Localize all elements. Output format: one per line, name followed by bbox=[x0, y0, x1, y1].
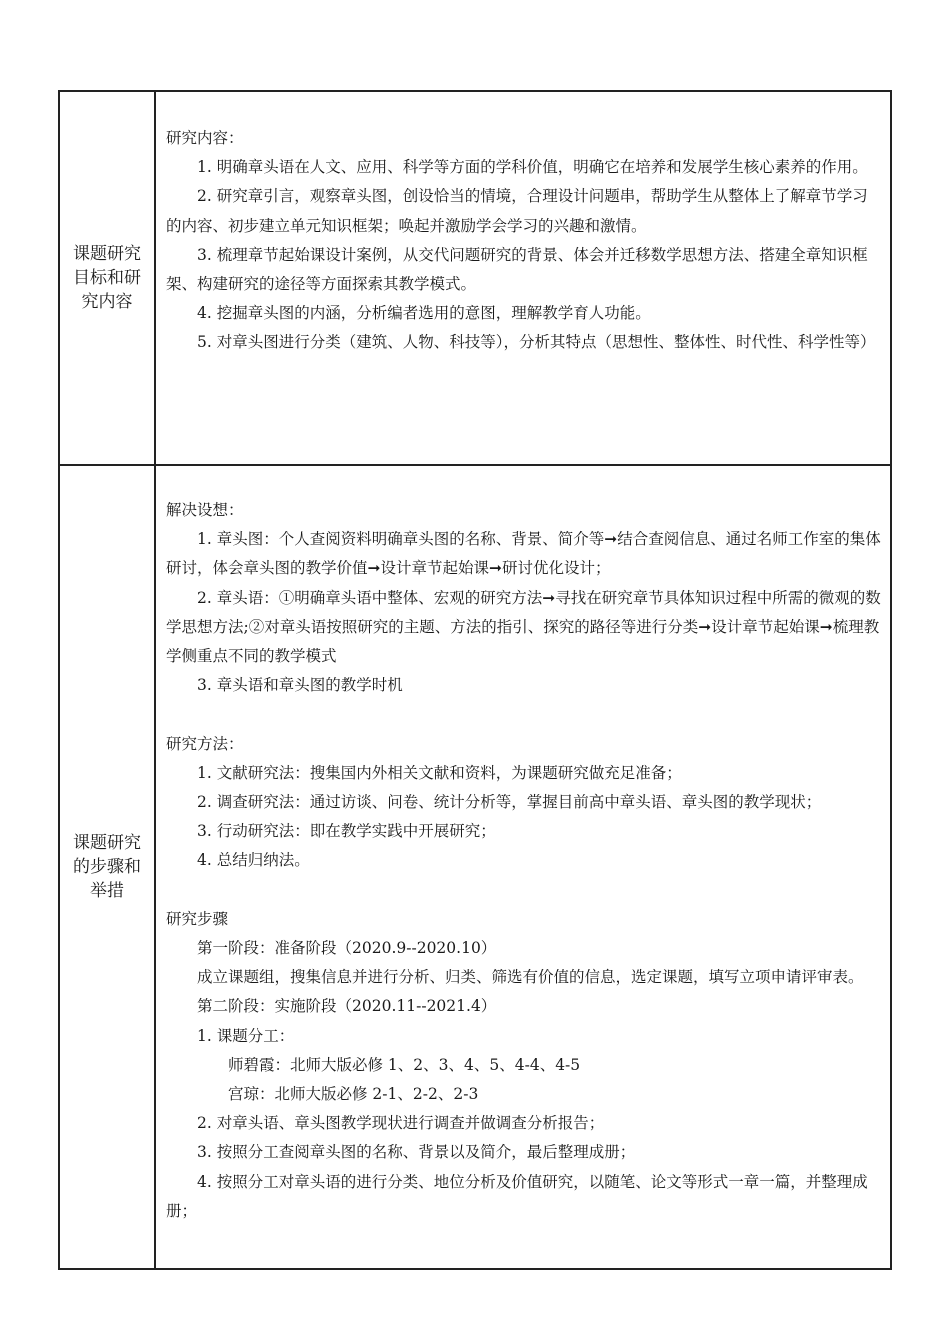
content-item: 2. 研究章引言，观察章头图，创设恰当的情境，合理设计问题串，帮助学生从整体上了解章节学习的内容、初步建立单元知识框架；唤起并激励学会学习的兴趣和激情。 bbox=[166, 187, 868, 235]
idea-item: 2. 章头语：①明确章头语中整体、宏观的研究方法➞寻找在研究章节具体知识过程中所需的微观的数学思想方法;②对章头语按照研究的主题、方法的指引、探究的路径等进行分类➞设计章节起始课➞梳理教学侧重点不同的教学模式 bbox=[166, 588, 881, 666]
table-row-steps bbox=[59, 465, 891, 1269]
row-label-objectives: 课题研究 目标和研 究内容 bbox=[59, 91, 155, 465]
task-item: 2. 对章头语、章头图教学现状进行调查并做调查分析报告； bbox=[197, 1114, 605, 1133]
division-item: 师碧霞：北师大版必修 1、2、3、4、5、4-4、4-5 bbox=[228, 1055, 581, 1074]
phase-two-title: 第二阶段：实施阶段（2020.11--2021.4） bbox=[197, 997, 497, 1016]
division-title: 1. 课题分工： bbox=[197, 1026, 295, 1045]
spacer bbox=[166, 876, 882, 905]
row-label-steps: 课题研究 的步骤和 举措 bbox=[59, 465, 155, 1269]
research-steps-cell bbox=[155, 465, 891, 1269]
method-item: 1. 文献研究法：搜集国内外相关文献和资料，为课题研究做充足准备； bbox=[197, 763, 682, 782]
research-form-table bbox=[58, 90, 892, 1270]
division-item: 宫琼：北师大版必修 2-1、2-2、2-3 bbox=[228, 1085, 479, 1104]
content-item: 5. 对章头图进行分类（建筑、人物、科技等），分析其特点（思想性、整体性、时代性、科学性等） bbox=[197, 333, 876, 352]
methods-heading: 研究方法： bbox=[166, 734, 244, 753]
idea-item: 3. 章头语和章头图的教学时机 bbox=[197, 676, 403, 695]
spacer bbox=[166, 700, 882, 729]
research-content-heading: 研究内容： bbox=[166, 129, 244, 147]
task-item: 3. 按照分工查阅章头图的名称、背景以及简介，最后整理成册； bbox=[197, 1143, 636, 1162]
method-item: 2. 调查研究法：通过访谈、问卷、统计分析等，掌握目前高中章头语、章头图的教学现状； bbox=[197, 793, 822, 812]
content-item: 3. 梳理章节起始课设计案例，从交代问题研究的背景、体会并迁移数学思想方法、搭建全章知识框架、构建研究的途径等方面探索其教学模式。 bbox=[166, 245, 868, 294]
steps-heading: 研究步骤 bbox=[166, 909, 229, 928]
task-item: 4. 按照分工对章头语的进行分类、地位分析及价值研究，以随笔、论文等形式一章一篇，并整理成册； bbox=[166, 1172, 868, 1220]
method-item: 3. 行动研究法：即在教学实践中开展研究； bbox=[197, 822, 496, 841]
method-item: 4. 总结归纳法。 bbox=[197, 851, 310, 870]
content-item: 4. 挖掘章头图的内涵，分析编者选用的意图，理解教学育人功能。 bbox=[197, 304, 651, 323]
idea-item: 1. 章头图：个人查阅资料明确章头图的名称、背景、简介等➞结合查阅信息、通过名师工作室的集体研讨，体会章头图的教学价值➞设计章节起始课➞研讨优化设计； bbox=[166, 530, 881, 578]
phase-one-text: 成立课题组，搜集信息并进行分析、归类、筛选有价值的信息，选定课题，填写立项申请评审表。 bbox=[197, 968, 864, 987]
table-row-objectives bbox=[59, 91, 891, 465]
ideas-heading: 解决设想： bbox=[166, 501, 244, 519]
phase-one-title: 第一阶段：准备阶段（2020.9--2020.10） bbox=[197, 939, 497, 958]
content-item: 1. 明确章头语在人文、应用、科学等方面的学科价值，明确它在培养和发展学生核心素养的作用。 bbox=[197, 158, 868, 177]
research-content-cell bbox=[155, 91, 891, 465]
